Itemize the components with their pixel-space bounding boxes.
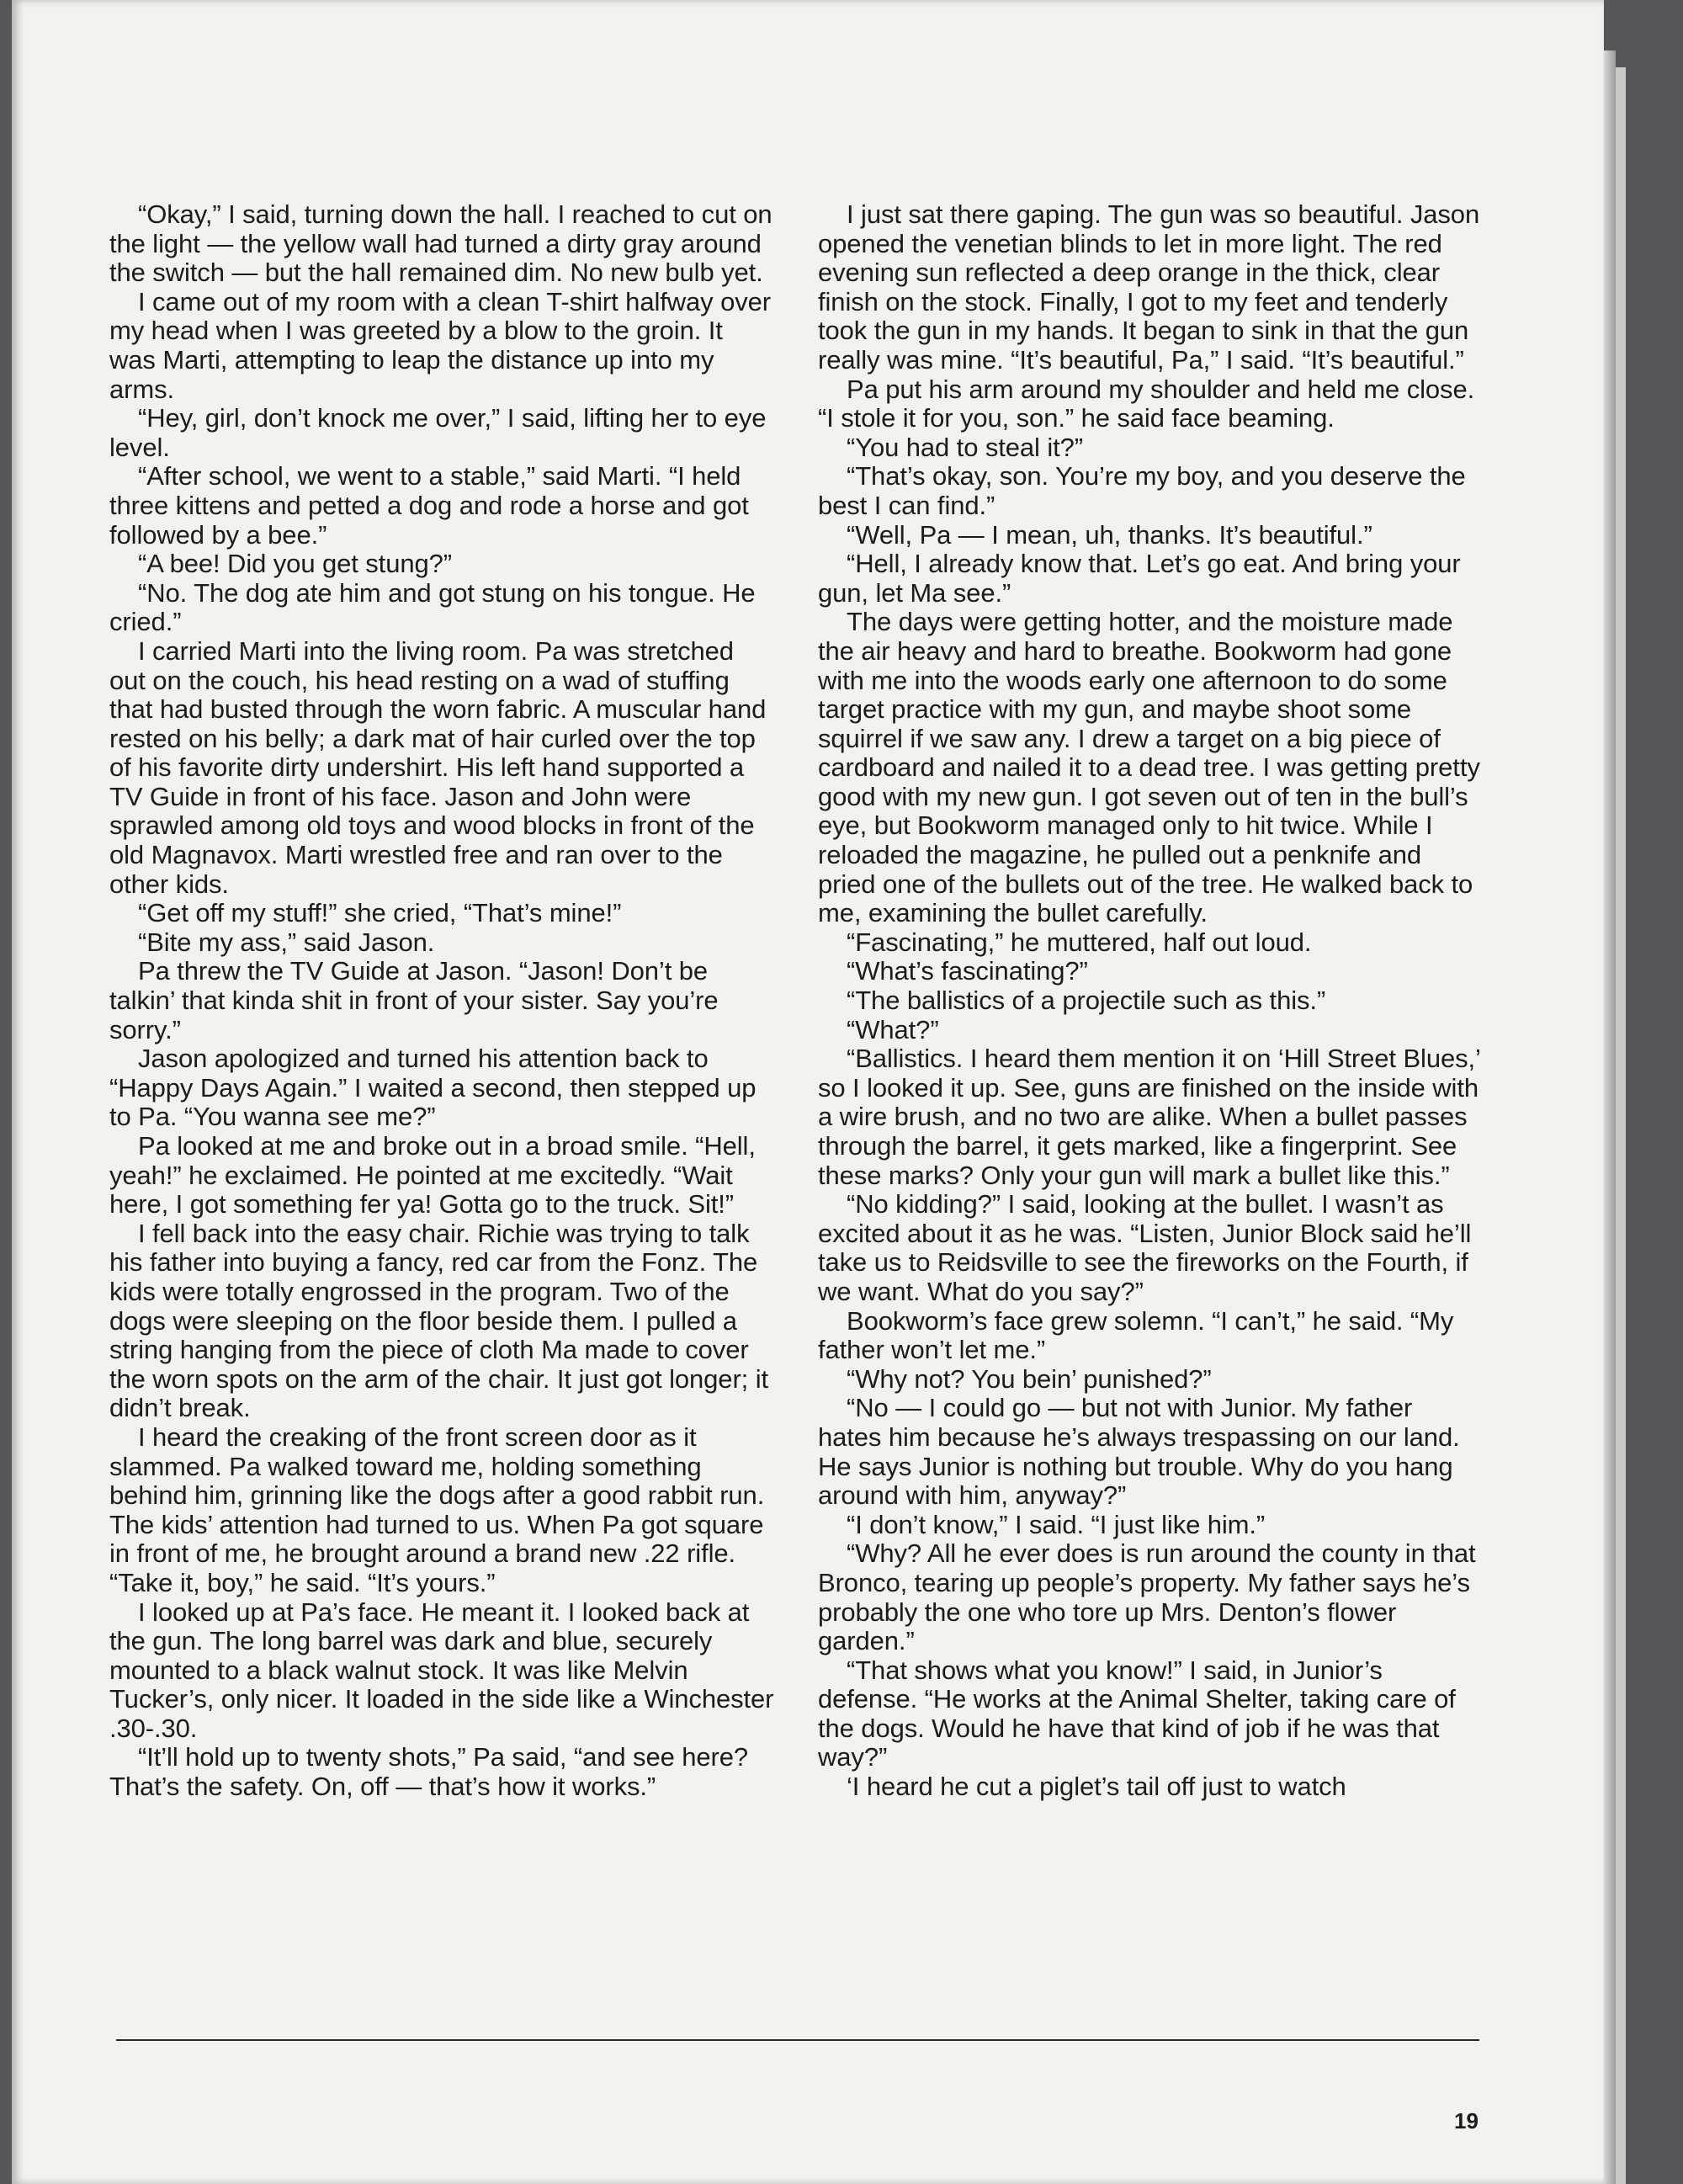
paragraph: “That shows what you know!” I said, in Junior’s defense. “He works at the Animal Shelter, taking care of the dogs. Would he have that kind of job if he was that way?” (818, 1655, 1456, 1772)
paragraph: ‘I heard he cut a piglet’s tail off just to watch (847, 1772, 1346, 1802)
paragraph: “After school, we went to a stable,” said Marti. “I held three kittens and petted a dog and rode a horse and got followed by a bee.” (109, 461, 749, 550)
paragraph: “Why not? You bein’ punished?” (847, 1363, 1212, 1394)
paragraph: Bookworm’s face grew solemn. “I can’t,” he said. “My father won’t let me.” (818, 1305, 1454, 1365)
paragraph: I came out of my room with a clean T-shirt halfway over my head when I was greeted by a blow to the groin. It was Marti, attempting to leap the distance up into my arms. (109, 286, 772, 404)
paragraph: Pa threw the TV Guide at Jason. “Jason! Don’t be talkin’ that kinda shit in front of your sister. Say you’re sorry.” (109, 956, 719, 1044)
paragraph: The days were getting hotter, and the moisture made the air heavy and hard to breathe. Bookworm had gone with me into the woods early one afternoon to do some target practice with my gun, and maybe shoot some squirrel if we saw any. I drew a target on a big piece of cardboard and nailed it to a dead tree. I was getting pretty good with my new gun. I got seven out of ten in the bull’s eye, but Bookworm managed only to hit twice. While I reloaded the magazine, he pulled out a penknife and pried one of the bullets out of the tree. He walked back to me, examining the bullet carefully. (818, 607, 1480, 928)
paragraph: I heard the creaking of the front screen door as it slammed. Pa walked toward me, holding something behind him, grinning like the dogs after a good rabbit run. The kids’ attention had turned to us. When Pa got square in front of me, he brought around a brand new .22 rifle. “Take it, boy,” he said. “It’s yours.” (109, 1421, 765, 1597)
document-page (12, 0, 1604, 2184)
paragraph: “It’ll hold up to twenty shots,” Pa said, “and see here? That’s the safety. On, off — that’s how it works.” (109, 1742, 749, 1802)
paragraph: “A bee! Did you get stung?” (138, 549, 452, 579)
paragraph: “What?” (847, 1014, 939, 1044)
paragraph: “Hell, I already know that. Let’s go eat. And bring your gun, let Ma see.” (818, 549, 1461, 608)
paragraph: “I don’t know,” I said. “I just like him.” (847, 1509, 1266, 1539)
page-edge-shadow (1604, 50, 1616, 2184)
paragraph: Pa looked at me and broke out in a broad smile. “Hell, yeah!” he exclaimed. He pointed at me excitedly. “Wait here, I got something fer ya! Gotta go to the truck. Sit!” (109, 1131, 756, 1220)
page-number: 19 (1454, 2108, 1479, 2134)
paragraph: “The ballistics of a projectile such as this.” (847, 986, 1326, 1016)
paragraph: “Get off my stuff!” she cried, “That’s mine!” (138, 898, 622, 928)
paragraph: “No — I could go — but not with Junior. My father hates him because he’s always trespassing on our land. He says Junior is nothing but trouble. Why do you hang around with him, anyway?” (818, 1393, 1460, 1511)
paragraph: “Why? All he ever does is run around the county in that Bronco, tearing up people’s property. My father says he’s probably the one who tore up Mrs. Denton’s flower garden.” (818, 1538, 1476, 1656)
paragraph: “No. The dog ate him and got stung on his tongue. He cried.” (109, 577, 756, 637)
paragraph: “You had to steal it?” (847, 432, 1084, 462)
right-text-column (818, 200, 1483, 1802)
paragraph: “Okay,” I said, turning down the hall. I reached to cut on the light — the yellow wall had turned a dirty gray around the switch — but the hall remained dim. No new bulb yet. (109, 199, 772, 288)
left-text-column (109, 200, 774, 1802)
paragraph: I just sat there gaping. The gun was so beautiful. Jason opened the venetian blinds to let in more light. The red evening sun reflected a deep orange in the thick, clear finish on the stock. Finally, I got to my feet and tenderly took the gun in my hands. It began to sink in that the gun really was mine. “It’s beautiful, Pa,” I said. “It’s beautiful.” (818, 199, 1480, 375)
paragraph: “Ballistics. I heard them mention it on ‘Hill Street Blues,’ so I looked it up. See, guns are finished on the inside with a wire brush, and no two are alike. When a bullet passes through the barrel, it gets marked, like a fingerprint. See these marks? Only your gun will mark a bullet like this.” (818, 1044, 1480, 1190)
paragraph: Pa put his arm around my shoulder and held me close. “I stole it for you, son.” he said face beaming. (818, 374, 1475, 433)
cover-edge (1616, 67, 1626, 2184)
paragraph: I looked up at Pa’s face. He meant it. I looked back at the gun. The long barrel was dark and blue, securely mounted to a black walnut stock. It was like Melvin Tucker’s, only nicer. It loaded in the side like a Winchester .30-.30. (109, 1597, 774, 1743)
paragraph: “Fascinating,” he muttered, half out loud. (847, 927, 1312, 957)
paragraph: I fell back into the easy chair. Richie was trying to talk his father into buying a fancy, red car from the Fonz. The kids were totally engrossed in the program. Two of the dogs were sleeping on the floor beside them. I pulled a string hanging from the piece of cloth Ma made to cover the worn spots on the arm of the chair. It just got longer; it didn’t break. (109, 1218, 768, 1423)
paragraph: “That’s okay, son. You’re my boy, and you deserve the best I can find.” (818, 461, 1466, 520)
paragraph: “Well, Pa — I mean, uh, thanks. It’s beautiful.” (847, 519, 1372, 550)
paragraph: “No kidding?” I said, looking at the bullet. I wasn’t as excited about it as he was. “Listen, Junior Block said he’ll take us to Reidsville to see the fireworks on the Fourth, if we want. What do you say?” (818, 1189, 1472, 1306)
paragraph: “What’s fascinating?” (847, 956, 1088, 986)
footer-rule (116, 2039, 1479, 2041)
paragraph: I carried Marti into the living room. Pa was stretched out on the couch, his head resting on a wad of stuffing that had busted through the worn fabric. A muscular hand rested on his belly; a dark mat of hair curled over the top of his favorite dirty undershirt. His left hand supported a TV Guide in front of his face. Jason and John were sprawled among old toys and wood blocks in front of the old Magnavox. Marti wrestled free and ran over to the other kids. (109, 635, 767, 899)
paragraph: “Hey, girl, don’t knock me over,” I said, lifting her to eye level. (109, 403, 767, 462)
paragraph: “Bite my ass,” said Jason. (138, 927, 435, 957)
paragraph: Jason apologized and turned his attention back to “Happy Days Again.” I waited a second, then stepped up to Pa. “You wanna see me?” (109, 1044, 757, 1132)
